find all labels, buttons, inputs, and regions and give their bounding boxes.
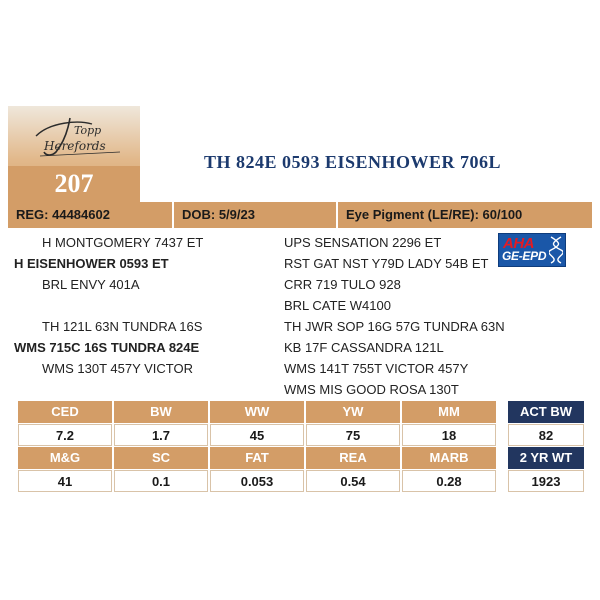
epd-value-ww: 45 [210, 424, 304, 446]
epd-header-mm: MM [402, 401, 496, 423]
registration-number: REG: 44484602 [8, 202, 174, 228]
epd-value-bw: 1.7 [114, 424, 208, 446]
epd-value-marb: 0.28 [402, 470, 496, 492]
pedigree-right-item: BRL CATE W4100 [284, 298, 391, 313]
epd-header-bw: BW [114, 401, 208, 423]
aha-ge-epd-badge [498, 233, 566, 267]
pedigree-dam-dam: WMS 130T 457Y VICTOR [42, 361, 194, 376]
aha-badge-bottom: GE-EPD [502, 249, 547, 263]
epd-header-sc: SC [114, 447, 208, 469]
pedigree-dam-sire: TH 121L 63N TUNDRA 16S [42, 319, 203, 334]
info-bar [8, 202, 592, 228]
epd-header-marb: MARB [402, 447, 496, 469]
pedigree-right-item: UPS SENSATION 2296 ET [284, 235, 442, 250]
epd-value-fat: 0.053 [210, 470, 304, 492]
epd-table [8, 400, 592, 494]
topp-herefords-logo [30, 112, 130, 164]
pedigree-sire-sire: H MONTGOMERY 7437 ET [42, 235, 204, 250]
two-yr-wt-value: 1923 [508, 470, 584, 492]
pedigree-right-item: CRR 719 TULO 928 [284, 277, 401, 292]
epd-header-ww: WW [210, 401, 304, 423]
epd-value-mg: 41 [18, 470, 112, 492]
pedigree-right-item: WMS 141T 755T VICTOR 457Y [284, 361, 469, 376]
dna-icon [549, 236, 563, 264]
epd-value-rea: 0.54 [306, 470, 400, 492]
epd-header-yw: YW [306, 401, 400, 423]
epd-value-mm: 18 [402, 424, 496, 446]
epd-value-ced: 7.2 [18, 424, 112, 446]
pedigree-sire: H EISENHOWER 0593 ET [14, 256, 169, 271]
epd-value-sc: 0.1 [114, 470, 208, 492]
epd-header-fat: FAT [210, 447, 304, 469]
pedigree-right-item: TH JWR SOP 16G 57G TUNDRA 63N [284, 319, 505, 334]
two-yr-wt-label: 2 YR WT [508, 447, 584, 469]
pedigree-right-item: WMS MIS GOOD ROSA 130T [284, 382, 459, 397]
pedigree-right-item: RST GAT NST Y79D LADY 54B ET [284, 256, 489, 271]
pedigree-sire-dam: BRL ENVY 401A [42, 277, 140, 292]
svg-text:Herefords: Herefords [44, 139, 106, 153]
lot-number: 207 [8, 166, 140, 202]
eye-pigment: Eye Pigment (LE/RE): 60/100 [346, 207, 523, 222]
act-bw-value: 82 [508, 424, 584, 446]
epd-header-mg: M&G [18, 447, 112, 469]
aha-badge-top: AHA [503, 235, 534, 252]
svg-text:Topp: Topp [74, 124, 102, 137]
date-of-birth: DOB: 5/9/23 [174, 202, 338, 228]
epd-header-ced: CED [18, 401, 112, 423]
act-bw-label: ACT BW [508, 401, 584, 423]
epd-header-rea: REA [306, 447, 400, 469]
pedigree-right-item: KB 17F CASSANDRA 121L [284, 340, 444, 355]
pedigree-dam: WMS 715C 16S TUNDRA 824E [14, 340, 200, 355]
animal-name: TH 824E 0593 EISENHOWER 706L [204, 152, 502, 172]
epd-value-yw: 75 [306, 424, 400, 446]
